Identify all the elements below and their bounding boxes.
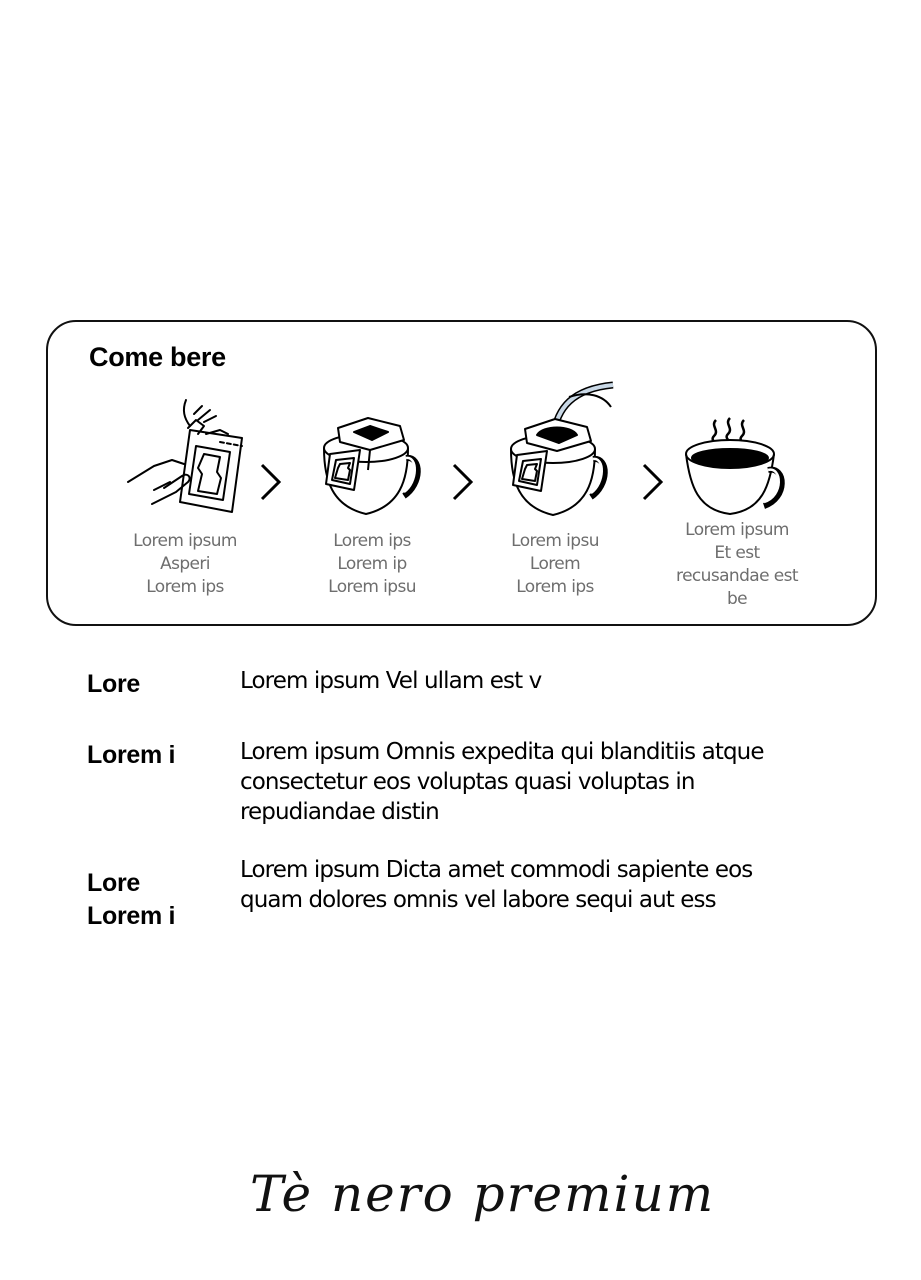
spec-value: Lorem ipsum Omnis expedita qui blanditiis atque consectetur eos voluptas quasi voluptas in repudiandae distin <box>240 739 764 825</box>
tear-open-sachet-icon <box>124 394 254 519</box>
step-1-caption: Lorem ipsum Asperi Lorem ips <box>133 531 237 597</box>
chevron-right-icon <box>640 462 666 502</box>
spec-value: Lorem ipsum Dicta amet commodi sapiente eos quam dolores omnis vel labore sequi aut ess <box>240 857 753 913</box>
spec-label: Lorem i <box>87 741 176 769</box>
spec-label: Lore <box>87 670 140 698</box>
drip-bag-on-cup-icon <box>318 410 428 520</box>
spec-value: Lorem ipsum Vel ullam est v <box>240 668 542 694</box>
step-4-caption: Lorem ipsum Et est recusandae est be <box>676 520 798 609</box>
card-title: Come bere <box>89 342 226 372</box>
step-3-caption: Lorem ipsu Lorem Lorem ips <box>511 531 599 597</box>
pour-water-icon <box>503 377 623 522</box>
chevron-right-icon <box>450 462 476 502</box>
spec-label: Lore Lorem i <box>87 869 176 930</box>
step-2-caption: Lorem ips Lorem ip Lorem ipsu <box>328 531 416 597</box>
chevron-right-icon <box>258 462 284 502</box>
hot-cup-icon <box>684 414 794 519</box>
brand-signature: Tè nero premium <box>250 1165 716 1223</box>
how-to-drink-card <box>46 320 877 626</box>
